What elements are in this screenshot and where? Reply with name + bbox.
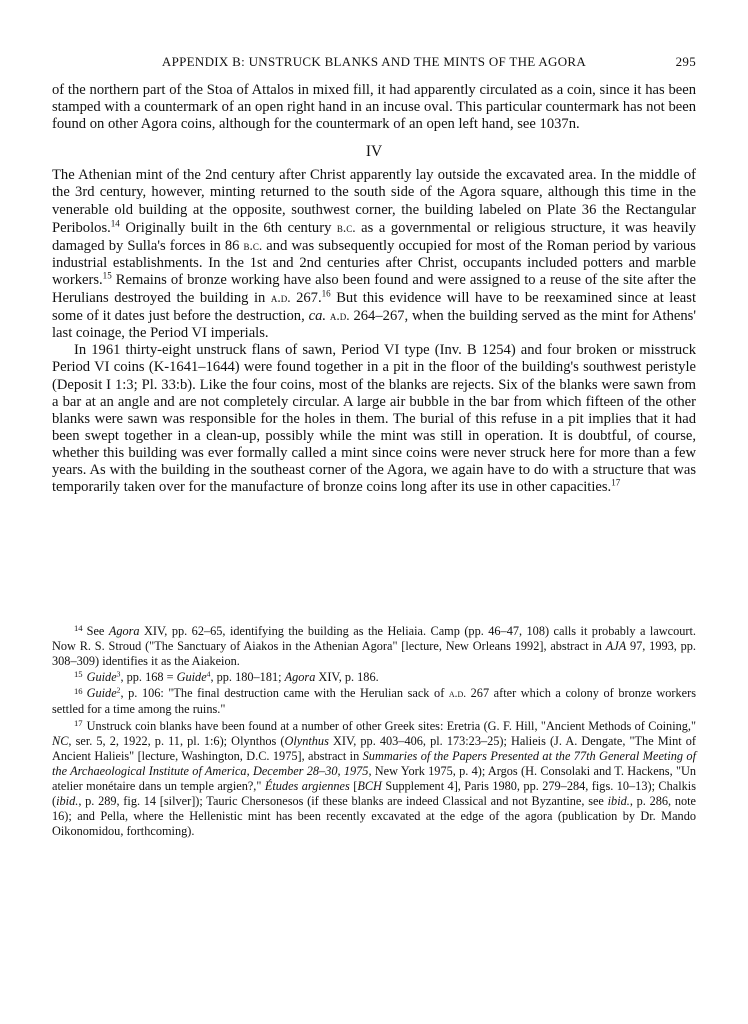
- footnote-mark: 15: [74, 669, 83, 680]
- text-run: Originally built in the 6th century: [119, 219, 337, 236]
- footnote-ref-15[interactable]: 15: [102, 270, 112, 281]
- footnote-mark: 17: [74, 717, 83, 728]
- italic-text: AJA: [605, 639, 627, 654]
- text-run: , p. 106: "The final destruction came with the Herulian sack of: [120, 686, 449, 701]
- italic-text: Études argiennes: [264, 778, 350, 793]
- text-run: XIV, pp. 62–65, identifying the building as the Heliaia. Camp (pp. 46–47, 108) calls it probably a lawcourt. Now R. S. Stroud ("The Sanctuary of Aiakos in the Athenian Agora" [lecture, New Orleans 1992], abstract in: [52, 624, 696, 654]
- text-run: Remains of bronze working have also been found and were assigned to a reuse of the site after the Herulians destroyed the building in: [52, 271, 696, 307]
- text-run: and was subsequently occupied for most of the Roman period by various industrial establishments. In the 1st and 2nd centuries after Christ, occupants included potters and marble workers.: [52, 237, 696, 288]
- footnote-mark: 16: [74, 685, 83, 696]
- footnote-15: [52, 670, 696, 685]
- footnote-ref-14[interactable]: 14: [110, 218, 120, 229]
- text-run: , pp. 168 =: [120, 670, 177, 685]
- edition-superscript: 3: [116, 669, 121, 679]
- italic-text: Agora: [284, 670, 316, 685]
- footnote-14: [52, 624, 696, 669]
- paragraph-3: [52, 342, 696, 496]
- italic-text: ibid.: [607, 794, 630, 809]
- italic-text: Summaries of the Papers Presented at the 77th General Meeting of the Archaeological Institute of America, December 28–30, 1975,: [52, 748, 696, 778]
- italic-text: ca.: [308, 308, 327, 325]
- italic-text: ibid.: [56, 794, 79, 809]
- text-run: , p. 286, note 16); and Pella, where the Hellenistic mint has been recently excavated at the edge of the agora (publication by Dr. Mando Oikonomidou, forthcoming).: [52, 794, 696, 839]
- text-run: 267 after which a colony of bronze workers settled for a time among the ruins.": [52, 686, 696, 717]
- era-abbrev: a.d.: [270, 290, 291, 306]
- era-abbrev: b.c.: [336, 219, 356, 235]
- edition-superscript: 4: [206, 669, 211, 679]
- text-run: See: [86, 624, 109, 638]
- italic-text: Agora: [108, 624, 140, 638]
- text-run: , p. 289, fig. 14 [silver]); Tauric Chersonesos (if these blanks are indeed Classical and not Byzantine, see: [78, 794, 608, 809]
- italic-text: BCH: [357, 778, 382, 793]
- running-head-title: APPENDIX B: UNSTRUCK BLANKS AND THE MINTS OF THE AGORA: [161, 54, 587, 69]
- text-run: 97, 1993, pp. 308–309) identifies it as the Aiakeion.: [52, 639, 696, 669]
- italic-text: Guide: [176, 670, 207, 685]
- paragraph-2: [52, 167, 696, 342]
- italic-text: Guide: [86, 686, 117, 701]
- footnote-16: [52, 686, 696, 717]
- text-run: XIV, pp. 403–406, pl. 173:23–25); Halieis (J. A. Dengate, "The Mint of Ancient Halieis" [lecture, Washington, D.C. 1975], abstract in: [52, 733, 696, 763]
- paragraph-1: of the northern part of the Stoa of Attalos in mixed fill, it had apparently circulated as a coin, since it has been stamped with a countermark of an open right hand in an incuse oval. This particular countermark has not been found on other Agora coins, although for the countermark of an open left hand, see 1037n.: [52, 82, 696, 133]
- era-abbrev: a.d.: [448, 688, 467, 701]
- text-run: But this evidence will have to be reexamined since at least some of it dates just before the destruction,: [52, 290, 697, 325]
- text-run: XIV, p. 186.: [315, 670, 379, 685]
- footnote-ref-16[interactable]: 16: [321, 288, 331, 299]
- edition-superscript: 2: [116, 685, 121, 695]
- main-text: [52, 82, 696, 496]
- page-number: 295: [675, 54, 696, 69]
- text-run: , ser. 5, 2, 1922, p. 11, pl. 1:6); Olynthos (: [68, 733, 285, 748]
- italic-text: Guide: [86, 670, 117, 685]
- footnote-ref-17[interactable]: 17: [611, 477, 621, 488]
- text-run: 264–267, when the building served as the mint for Athens' last coinage, the Period VI imperials.: [52, 308, 696, 342]
- italic-text: Olynthus: [284, 733, 329, 748]
- text-run: as a governmental or religious structure, it was heavily damaged by Sulla's forces in 86: [52, 219, 696, 254]
- era-abbrev: a.d.: [329, 308, 350, 324]
- text-run: Supplement 4], Paris 1980, pp. 279–284, figs. 10–13); Chalkis (: [52, 778, 696, 809]
- italic-text: NC: [52, 733, 69, 748]
- footnote-17: [52, 719, 696, 840]
- text-run: The Athenian mint of the 2nd century after Christ apparently lay outside the excavated area. In the middle of the 3rd century, however, minting returned to the south side of the Agora square, although this time in the venerable old building at the opposite, southwest corner, the building labeled on Plate 36 the Rectangular Peribolos.: [52, 167, 696, 236]
- section-heading: IV: [365, 143, 383, 161]
- text-run: 267.: [290, 290, 322, 307]
- text-run: Unstruck coin blanks have been found at a number of other Greek sites: Eretria (G. F. Hill, "Ancient Methods of Coining,": [86, 718, 696, 733]
- running-head: [52, 54, 696, 70]
- text-run: New York 1975, p. 4); Argos (H. Consolaki and T. Hackens, "Un atelier monétaire dans un temple argien?,": [52, 763, 696, 793]
- era-abbrev: b.c.: [243, 237, 263, 253]
- footnotes: [52, 624, 696, 840]
- text-run: , pp. 180–181;: [210, 670, 285, 685]
- text-run: In 1961 thirty-eight unstruck flans of sawn, Period VI type (Inv. B 1254) and four broken or misstruck Period VI coins (K-1641–1644) were found together in a pit in the floor of the building's southwest peristyle (Deposit I 1:3; Pl. 33:b). Like the four coins, most of the blanks are rejects. Six of the blanks were sawn from a bar at an angle and are not completely circular. A large air bubble in the bar from which fifteen of the other blanks were sawn was responsible for the holes in them. The burial of this refuse in a pit implies that it had been swept together in a clean-up, possibly while the mint was still in operation. It is doubtful, of course, whether this building was ever formally called a mint since coins were never struck here for more than a few years. As with the building in the southeast corner of the Agora, we again have to do with a structure that was temporarily taken over for the manufacture of bronze coins long after its use in other capacities.: [52, 342, 696, 496]
- text-run: [: [349, 778, 358, 793]
- footnote-mark: 14: [74, 623, 83, 634]
